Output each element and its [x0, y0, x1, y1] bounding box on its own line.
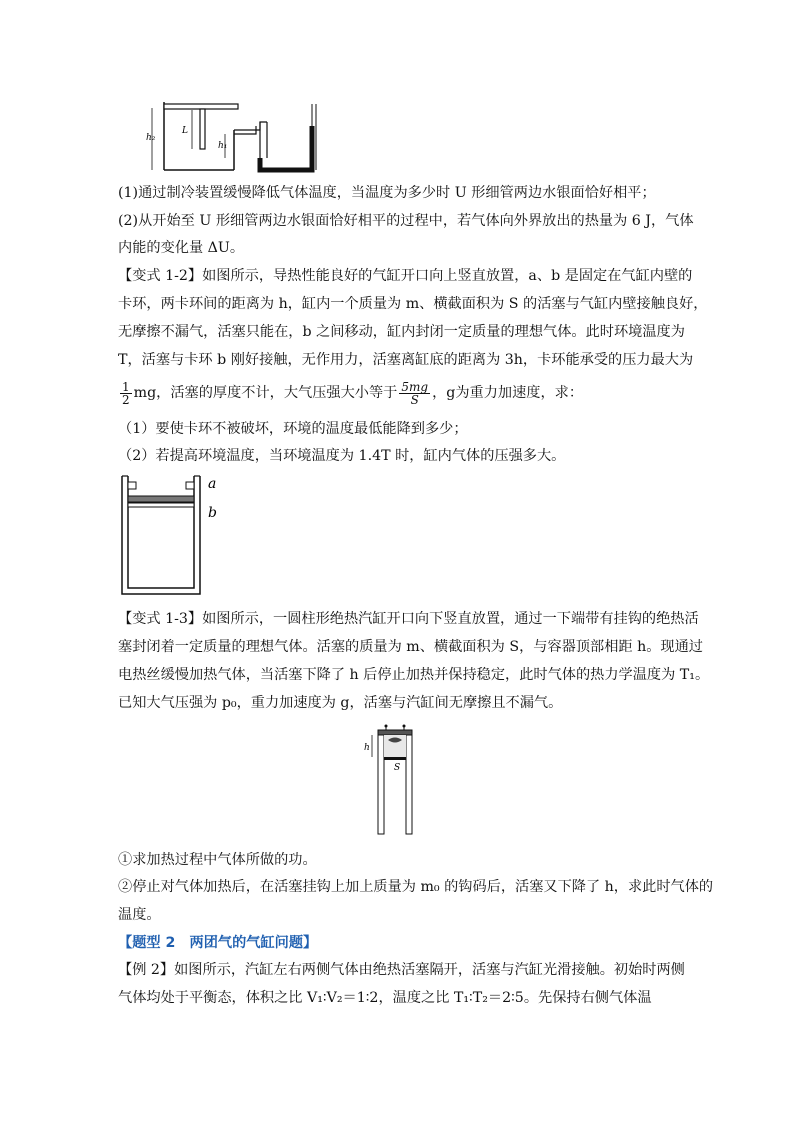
- v12-line1: [118, 266, 692, 286]
- figure-u-tube: [140, 100, 330, 175]
- v12-sub2: （2）若提高环境温度，当环境温度为 1.4T 时，缸内气体的压强多大。: [118, 448, 566, 464]
- q1-part2-line2: 内能的变化量 ΔU。: [118, 240, 245, 256]
- v13-line3: 电热丝缓慢加热气体，当活塞下降了 h 后停止加热并保持稳定，此时气体的热力学温度为 T₁。: [118, 667, 710, 683]
- ex2-tag: 【例 2】: [118, 962, 175, 978]
- fig2-label-b: b: [208, 505, 217, 521]
- v13-sub2-line1: ②停止对气体加热后，在活塞挂钩上加上质量为 m₀ 的钩码后，活塞又下降了 h，求此时气体的: [118, 879, 714, 895]
- v12-line5-a: mg，活塞的厚度不计，大气压强大小等于: [133, 385, 398, 401]
- q1-part1: (1)通过制冷装置缓慢降低气体温度，当温度为多少时 U 形细管两边水银面恰好相平；: [118, 185, 656, 201]
- v13-line1: [118, 609, 699, 629]
- v13-line4: 已知大气压强为 p₀，重力加速度为 g，活塞与汽缸间无摩擦且不漏气。: [118, 695, 563, 711]
- v13-tag: 【变式 1-3】: [118, 611, 203, 627]
- v12-sub1: （1）要使卡环不被破坏，环境的温度最低能降到多少；: [118, 421, 468, 437]
- v12-line3: 无摩擦不漏气，活塞只能在，b 之间移动，缸内封闭一定质量的理想气体。此时环境温度为: [118, 324, 685, 340]
- v13-sub2-line2: 温度。: [118, 907, 161, 923]
- fig3-label-h: h: [364, 743, 370, 753]
- figure-cylinder-rings: [118, 472, 228, 602]
- fig1-label-h1: h₁: [218, 141, 228, 151]
- v13-line1-text: 如图所示，一圆柱形绝热汽缸开口向下竖直放置，通过一下端带有挂钩的绝热活: [202, 611, 699, 627]
- fig3-label-S: S: [394, 763, 401, 773]
- fig1-label-L: L: [182, 126, 188, 136]
- ex2-line1-text: 如图所示，汽缸左右两侧气体由绝热活塞隔开，活塞与汽缸光滑接触。初始时两侧: [174, 962, 685, 978]
- v12-tag: 【变式 1-2】: [118, 268, 203, 284]
- fig2-label-a: a: [208, 476, 217, 492]
- v12-line5-b: ，g为重力加速度，求：: [432, 385, 584, 401]
- fig1-label-h2: h₂: [146, 133, 156, 143]
- v12-line5: [118, 378, 583, 408]
- ex2-line1: [118, 960, 685, 980]
- section-heading-type2: 【题型 2 两团气的气缸问题】: [118, 935, 318, 951]
- v13-line2: 塞封闭着一定质量的理想气体。活塞的质量为 m、横截面积为 S，与容器顶部相距 h。现通过: [118, 639, 703, 655]
- q1-part2-line1: (2)从开始至 U 形细管两边水银面恰好相平的过程中，若气体向外界放出的热量为 6 J，气体: [118, 213, 694, 229]
- figure-inverted-cylinder: [362, 724, 432, 836]
- v12-line4: T，活塞与卡环 b 刚好接触，无作用力，活塞离缸底的距离为 3h，卡环能承受的压力最大为: [118, 352, 694, 368]
- v12-line1-text: 如图所示，导热性能良好的气缸开口向上竖直放置，a、b 是固定在气缸内壁的: [202, 268, 693, 284]
- v12-frac-half: $\frac{1}{2}$: [122, 379, 130, 407]
- ex2-line2: 气体均处于平衡态，体积之比 V₁∶V₂＝1∶2，温度之比 T₁∶T₂＝2∶5。先保持右侧气体温: [118, 990, 652, 1006]
- v12-frac-5mg-S: $\frac{5mg}{S}$: [401, 379, 429, 407]
- v12-line2: 卡环，两卡环间的距离为 h，缸内一个质量为 m、横截面积为 S 的活塞与气缸内壁接触良好，: [118, 296, 708, 312]
- v13-sub1: ①求加热过程中气体所做的功。: [118, 852, 317, 868]
